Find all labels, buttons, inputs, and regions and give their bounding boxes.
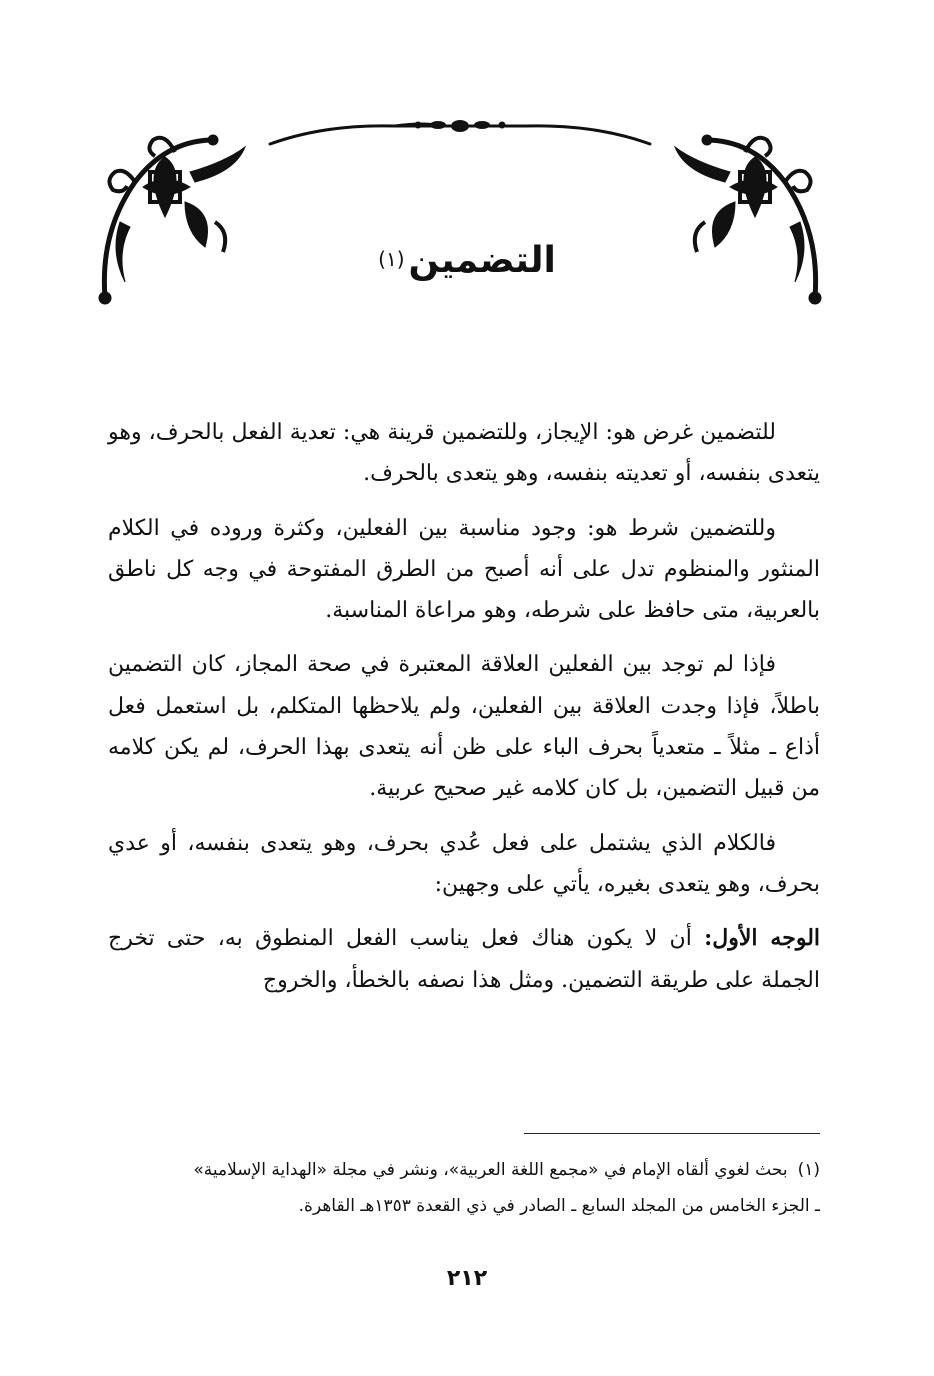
decorative-header-ornament	[95, 112, 825, 312]
page-number: ٢١٢	[446, 1266, 488, 1291]
chapter-title: التضمين	[408, 240, 556, 281]
footnote-separator	[524, 1133, 820, 1134]
main-text	[108, 412, 820, 1014]
paragraph-two-aspects: فالكلام الذي يشتمل على فعل عُدي بحرف، وهو يتعدى بنفسه، أو عدي بحرف، وهو يتعدى بغيره، يأتي على وجهين:	[108, 830, 820, 897]
footnote-line-2: ـ الجزء الخامس من المجلد السابع ـ الصادر في ذي القعدة ١٣٥٣هـ القاهرة.	[298, 1196, 820, 1216]
paragraph-purpose: للتضمين غرض هو: الإيجاز، وللتضمين قرينة هي: تعدية الفعل بالحرف، وهو يتعدى بنفسه، أو تعديته بنفسه، وهو يتعدى بالحرف.	[108, 420, 820, 487]
paragraph-invalid-case: فإذا لم توجد بين الفعلين العلاقة المعتبرة في صحة المجاز، كان التضمين باطلاً، فإذا وجدت العلاقة بين الفعلين، ولم يلاحظها المتكلم، بل استعمل فعل أذاع ـ مثلاً ـ متعدياً بحرف الباء على ظن أنه يتعدى بهذا الحرف، لم يكن كلامه من قبيل التضمين، بل كان كلامه غير صحيح عربية.	[108, 652, 820, 802]
paragraph-condition: وللتضمين شرط هو: وجود مناسبة بين الفعلين، وكثرة وروده في الكلام المنثور والمنظوم تدل على أنه أصبح من الطرق المفتوحة في وجه كل ناطق بالعربية، متى حافظ على شرطه، وهو مراعاة المناسبة.	[108, 515, 820, 624]
first-aspect-text: أن لا يكون هناك فعل يناسب الفعل المنطوق به، حتى تخرج الجملة على طريقة التضمين. ومثل هذا نصفه بالخطأ، والخروج	[108, 926, 820, 993]
paragraph-first-aspect	[108, 918, 820, 1001]
title-footnote-marker: (١)	[378, 246, 405, 271]
footnote	[108, 1152, 820, 1224]
footnote-line-1: بحث لغوي ألقاه الإمام في «مجمع اللغة العربية»، ونشر في مجلة «الهداية الإسلامية»	[193, 1160, 788, 1180]
first-aspect-label: الوجه الأول:	[704, 925, 821, 952]
chapter-heading	[0, 240, 934, 281]
footnote-number: (١)	[797, 1160, 820, 1180]
